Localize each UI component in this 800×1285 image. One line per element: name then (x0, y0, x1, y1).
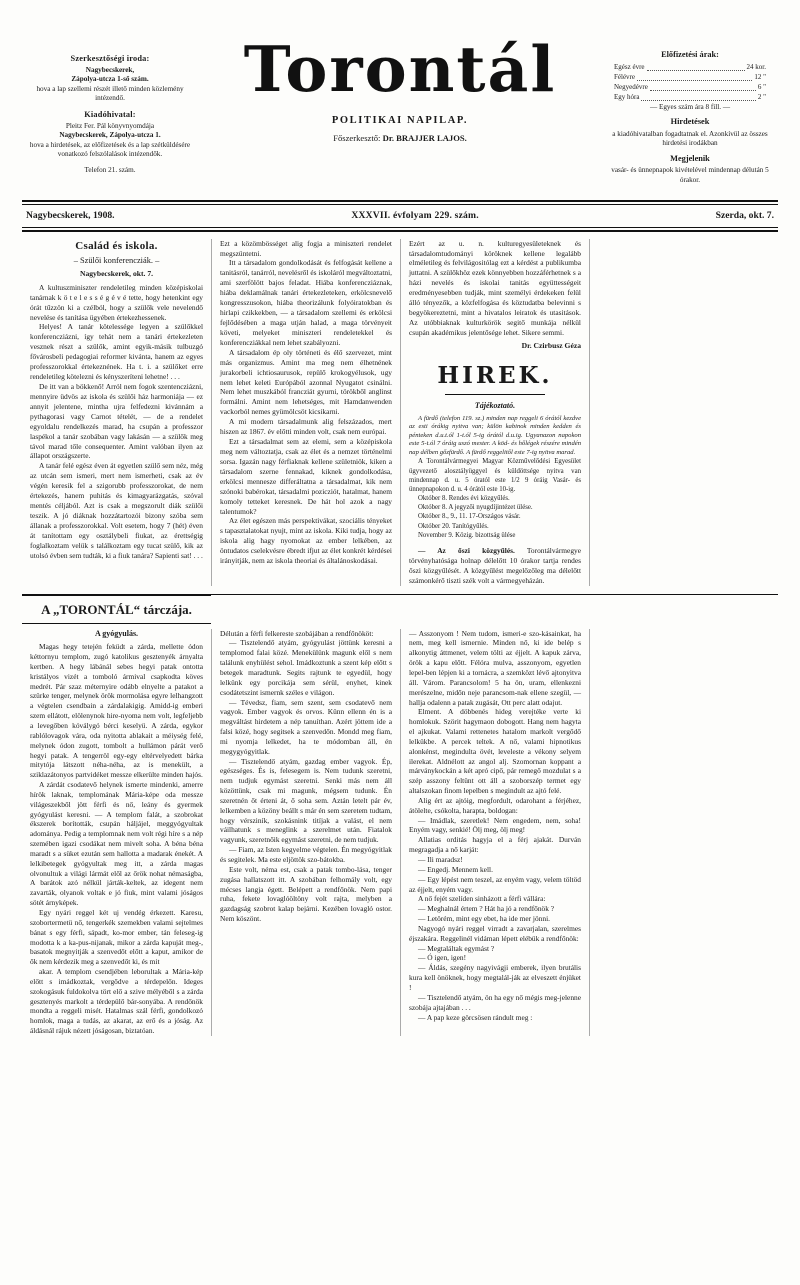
article-subtitle: – Szülői konferencziák. – (73, 256, 160, 266)
appearance-heading: Megjelenik (670, 153, 710, 163)
appearance-text: vasár- és ünnepnapok kivételével mindennap délután 5 órakor. (611, 166, 769, 184)
newspaper-logo: Torontál (243, 32, 557, 106)
masthead (0, 0, 800, 194)
feuilleton-paragraph: Este volt, néma est, csak a patak tombo-lása, tenger zugása hallatszott itt. A szobában felhomály volt, egy mécses langja égett. Belépett a rendfőnök. Nem papi ruha, fekete lovaglóöltöny volt rajta, melyben a gazdagság szobrot kalap bejárni. Kezében lovagló ostor. Nem köszönt. (220, 864, 392, 924)
editor-line (194, 133, 606, 143)
price-dots (637, 73, 752, 81)
hirek-item: Október 8., 9., 11. 17-Országos vásár. (418, 513, 521, 521)
feuilleton-paragraph: Alig ért az ajtóig, megfordult, odarohant a férjéhez, átölelte, csókolta, harapta, boldogan: (409, 795, 581, 815)
issue-volume-number: XXXVII. évfolyam 229. szám. (351, 209, 479, 221)
feuilleton-paragraph: — Egy lépést nem teszel, az enyém vagy, velem töltöd az éjjelt, enyém vagy. (409, 874, 581, 894)
feuilleton-column-4 (589, 629, 778, 1036)
masthead-center (194, 32, 606, 143)
hirek-news-lead: — Az őszi közgyűlés. (418, 545, 515, 555)
main-columns (0, 232, 800, 586)
publisher-note: hova a hirdetések, az előfizetések és a lap szétküldésére vonatkozó felszólalások intézendők. (29, 140, 191, 159)
subscription-heading: Előfizetési árak: (661, 50, 719, 59)
feuilleton-paragraph: — Ó igen, igen! (418, 953, 467, 963)
article-paragraph: A kultuszminiszter rendeletileg minden középiskolai tanárnak k ö t e l e s s é g é v é tette, hogy hetenkint egy órát tűzzön ki a czélból, hogy a szülők vele nevelendő nevelése és tanítása ügyében értekezhessenek. (30, 282, 203, 322)
feuilleton-paragraph: Délután a férfi felkereste szobájában a rendfőnököt: (220, 628, 374, 638)
publisher-name: Pleitz Fer. Pál könyvnyomdája (65, 121, 155, 130)
feuilleton-paragraph: akar. A templom csendjében leborultak a Mária-kép előtt s imádkoztak, vergődve a térdepelőn. Ideges szokogásuk fuldokolva tört elő a szive mélyéből s a zárda gesztenyés markolt a térdepülő bár-sonyába. A rendőnök mondta a reggeli misét. Hatalmas szál férfi, gondolkozó homlok, maga a tudás, az akarat, az erő és a jóság. Az áldásnál rájuk nézett jóságosan, biztatóan. (30, 967, 203, 1036)
feuilleton-paragraph: — Tisztelendő atyám, gyógyulást jöttünk keresni a templomod falai közé. Menekülünk magunk elől s nem találunk enyhülést sehol. Imádkoztunk a szent kép előtt s betegek maradtunk. Segits rajtunk te egyedül, hogy lelkünk egy porcikája sem sérül, enyhet, kinek csodátetszint ismernk széles e világon. (220, 638, 392, 697)
price-row (606, 73, 774, 83)
feuilleton-paragraph: Allatias orditás hagyja el a férj ajakát. Durván megragadja a nő karját: (409, 835, 581, 855)
hirek-intro: A fürdő (telefon 119. sz.) minden nap reggeli 6 órától kezdve az esti órákig nyitva van; külön kabinok minden kedden és pénteken d.u.t.ól 1-t.ól 5-ig órától d.u.ig. Ugyanazon napokon este 5-t.ól 7 óráig uszó mester. A köd- és hőlégek részére mindén nap délben gőzfürdő. A fürdő reggelitől este 7-ig nyitva marad. (409, 414, 581, 456)
issue-bar (0, 205, 800, 226)
feuilleton-column-2 (211, 629, 400, 1036)
article-paragraph: A mi modern társadalmunk alig felszázados, mert hiszen az 1867. év előtti minden volt, csak nem európai. (220, 417, 392, 437)
issuebar-rule-thin (22, 227, 778, 228)
price-dots (647, 63, 745, 71)
feuilleton-paragraph: Elment. A döbbenés hideg verejtéke verte ki homlokuk. Szörit hagymaon dobogott. Hang nem hagyta el ajkukat. Valami rettenetes hatalom markolt vergődő lelkükbe. A percek teltek. A nő, valami hipnotikus alonkénst, megindulta övét, leveleste a vékony selyem ilerekat. Aldnélott az angol alj. Szomornan koppant a márványkockán a két apró cipő, pár remegő mozdulat s a szép asszony feltünt ott áll a szoborszép termet egy altalszokan finom lepelben s megindult az ajtó felé. (409, 707, 581, 796)
price-row (606, 63, 774, 73)
feuilleton-paragraph: — Tévedsz, fiam, sem szent, sem csodatevő nem vagyok. Ember vagyok és orvos. Künn ellenn én is a megváltást hirdetem a nép tanuíthan. Azért jöttem ide a falsi közé, hogy segitsek a szenvedőn. Mondd meg fiam, mi nyomja lelkedet, ha te módomban áll, én megygyógyitlak. (220, 697, 392, 756)
feuilleton-paragraph: — Áldás, szegény nagyivágji emberek, ilyen brutális kura kell önöknek, hogy megtalál-ják az elveszett énjüket ! (409, 963, 581, 992)
feuilleton-paragraph: Nagyogó nyári reggel virradt a zavarjalan, szerelmes éjszakára. Reggelinél vidáman lépett elébük a rendfőnök: (409, 923, 581, 943)
feuilleton-paragraph: — Tisztelendő atyám, ön ha egy nő mégis meg-jelenne szobája ajtajában . . . (409, 992, 581, 1012)
editorial-city: Nagybecskerek, (85, 65, 135, 74)
article-paragraph: Itt a társadalom gondolkodását és felfogását kellene a tanitásról, tanárról, nevelésről és iskoláról megváltoztatni, ami szerfölött bajos feladat. Hiába konferencziáznak, hiába deklamálnak tanári értekezleteken, erkölcsnevelő kongresszusokon, hiába theorizálunk folyóiratokban és hirlapi czikkekben, — a társadalom szellemi és erkölcsi fejlődésében a maga utján halad, a maga törvényeit követi, melyeket miniszteri rendeletekkel és konferencziákkal nem lehet szabályozni. (220, 258, 392, 347)
feuilleton-paragraph: — Asszonyom ! Nem tudom, ismeri-e szo-kásainkat, ha nem, meg kell ismernie. Minden nő, ki ide belép s alkonytig áttmenet, velem tölti az éjjelt. A kapuk zárva, örök a kapu előtt. Félóra mulva, asszonyom, egyetlen lepel-ben lépjen ki a tornácra, a szemközt lévő ajtonyitva áll. Várom. Parancsolom! 5 ha ön, uram, ellenkezni merészelne, midőn neje parancsom-nak ellene szegül, — hallja odalenn a patak zugását, Ott perc alatt odajut. (409, 628, 581, 707)
feuilleton-paragraph: A nő fejét szelíden sinházott a férfi vállára: (418, 894, 546, 904)
article-title: Család és iskola. (75, 239, 158, 252)
article-paragraph: Ezért az u. n. kulturegyesületeknek és társadalomtudományi köröknek kellene legalább elméletileg és felvilágositólag ezt a kérdést a publikumba juttatni. A szülőkhöz ezek könnyebben hozzáférhetnek s a házi nevelés és iskolai tanitás együttességeit eredményesebben tudják, mint személyi érdekeken felül álló tényezők, a közfelfogása és köztudatba belevinni s begyökereztetni, mint a hivatalos leiratok és utasitások. Az utóbbiaknak kulturkörök segitő munkája nélkül csupán akadémikus jelentősége lehet. Sikere semmi. (409, 238, 581, 337)
feuilleton-paragraph: A zárdát csodatevő helynek ismerte mindenki, amerre hírök laknak, templomának Mária-képe oda messze világeszekből jött férfi és nő, leány és gyermek gyógyulást keresni. — A templom falát, a szobrokat ékszerek borították, csupán háljájel, meggyógyultak adománya. Pedig a templomnak nem volt régi híre s a nép szemében igazi csodákat nem mivelt soha. A béna béna maradt s a süket ezután sem hallotta a madarak énekét. A lelkibetegek gyógyultak meg itt, a zárda magas olvonultuk a világi lármát elől az őrök nohat némaságba, A barátok azó nélkül járták-keltek, az idegent nem zavarták, olyanok voltak e jó fiuk, mint valami jóságos sötét árnyképek. (30, 780, 203, 908)
article-paragraph: Helyes! A tanár kötelessége legyen a szülőkkel konferencziázni, így tehát nem a tanári értekezleten vesznek részt a szülők, amint egyik-másik tulbuzgó fővárosbeli pedagogiai reformer kivánta, hanem az egyes professzorokkal értekeznének. Ha t. i. a szülőket erre rendeletileg kötelezni és kényszeríteni lehetne! . . . (30, 322, 203, 382)
price-value: 24 kor. (746, 62, 766, 71)
article-paragraph: A társadalom ép oly történeti és élő szervezet, mint más organizmus. Amint ma meg nem élhetnének jurakorbeli ichtiosaurusok, repülő krokogyélusok, ugy nem lehet keleti Európából azonnal Nyugatot csinálni. Nem lehet muszkából francziát gyurni, törökből anglinst formálni. Amint nem lehetséges, mit Hamdanwenden vackorból nemes gyümölcsöt kicsikarni. (220, 347, 392, 417)
feuilleton (0, 595, 800, 1036)
subscription-price-list (606, 63, 774, 103)
hirek-subtitle: Tájékoztató. (474, 400, 516, 410)
publishing-office-heading: Kiadóhivatal: (84, 109, 136, 119)
feuilleton-paragraph: — A pap keze görcsösen rándult meg : (418, 1012, 533, 1022)
feuilleton-paragraph: — Meghalnál értem ? Hát ha jó a rendfőnök ? (418, 904, 555, 914)
article-paragraph: Ezt a közömbösséget alig fogja a miniszteri rendelet megszüntetni. (220, 238, 392, 258)
hirek-rule (445, 394, 545, 395)
price-dots (641, 93, 755, 101)
masthead-right-info (606, 38, 774, 190)
feuilleton-column-3 (400, 629, 589, 1036)
feuilleton-column-1 (22, 629, 211, 1036)
price-value: 12 " (754, 72, 766, 81)
single-copy-price: — Egyes szám ára 8 fill. — (649, 102, 731, 111)
editorial-office-heading: Szerkesztőségi iroda: (70, 54, 150, 63)
feuilleton-paragraph: — Engedj. Mennem kell. (418, 864, 493, 874)
feuilleton-paragraph: Magas hegy tetején feküdt a zárda, mellette ódon kéttornyu templom, zugó katolikus gesztenyék árnyalta kertben. A hegy lábánál sebes hegyi patak ontotta kristályos vizét a tomboló ármival csapkodta köves medrét. Pár szaz méternyire odább elnyelte a patakot a szürke tenger, melynek örök mormolása egyre lelhangzott a végtelen csendbain a zárdalakigig. Amidd-ig emberi szem ellátott, elölenynok hire-nyoma nem volt, legfeljebb a levegőben kóválygó bérci keselyü. A zárda, egykor rablólovagok vára, oda nyitotta ablakait a méiység felé, melynek ódon zugott, tombolt a hullámon párát verő hegyi patak. A tengerröl egy-egy eltérvelyedett bárka mitytója látszott néha-néha, az is menekült, a sziklazátonyos partvidéket messze elkerülte minden hajós. (30, 642, 203, 780)
hirek-news-text: Torontálvármegye törvényhatósága holnap délelőtt 10 órakor tartja rendes őszi közgyűlését. A közgyűlést megelőzőleg ma délelőtt számonkérő tiszti szék volt a vármegyeházán. (409, 545, 581, 585)
price-row (606, 93, 774, 103)
feuilleton-title: A „TORONTÁL“ tárczája. (22, 595, 211, 624)
column-3 (400, 239, 589, 586)
column-1 (22, 239, 211, 586)
editor-label: Főszerkesztő: (333, 133, 381, 143)
article-paragraph: De itt van a bökkenő! Arról nem fogok szentencziázni, mennyire üdvös az iskola és szülői ház harmoniája — ez annyit jelentene, mintha ujra felfedezni kivánnám a pythagorasi vagy Carnot tételét, — de a rendelet egyoldalu rendelkezés marad, ha csupán a professzor laspékol a tanár szobában vagy lakásán — a szülők meg távol marad tőle consequenter. Amint valóban ilyen az állapot országszerte. (30, 382, 203, 461)
publisher-address: Nagybecskerek, Zápolya-utcza 1. (59, 131, 161, 140)
column-2 (211, 239, 400, 586)
article-paragraph: A tanár felé egész éven át egyetlen szülő sem néz, még az utcán sem ismeri, mert nem ismerheti, csak az év végén keresik fel a szigorubb professzorokat, de nem értekezés, hanem puhitás és kimagyarázgatás, szóval mentés céljából. Azt is csak a megszorult diák szülői teszik. A jó diáknak hozzátartozói bizony szóba sem állanak a professzorokkal. Volt esetem, hogy 7 (hét) éven át tanítottam egy osztálybeli fiukat, az érettségig foglalkoztam velük s találkoztam egy tucat szülő, kik az utolsó évben sem tudták, ki a fiuk tanára? Sapienti sat! . . . (30, 461, 203, 560)
article-signature: Dr. Czirbusz Géza (521, 340, 581, 350)
feuilleton-paragraph: — Letörém, mint egy ebet, ha ide mer jönni. (418, 914, 550, 924)
article-paragraph: Az élet egészen más perspektivákat, szociális tényeket s tapasztalatokat nyujt, mint az iskola. Kiki tudja, hogy az iskola alig hagy nyomokat az ember lelkében, az öntudatos cselekvésre ébredt ifjut az élet konkrét kérdései irányitják, nem az iskola theoriai és általánoskodásai. (220, 516, 392, 566)
column-4 (589, 239, 778, 586)
hirek-section-title: HIREK. (437, 362, 553, 390)
price-dots (650, 83, 756, 91)
hirek-news-item (409, 546, 581, 586)
price-label: Negyedévre (614, 82, 648, 91)
price-value: 6 " (757, 82, 766, 91)
feuilleton-paragraph: — Ili maradsz! (418, 855, 463, 865)
price-value: 2 " (757, 92, 766, 101)
feuilleton-paragraph: — Megtaláltak egymást ? (418, 943, 495, 953)
newspaper-subtitle: POLITIKAI NAPILAP. (331, 115, 469, 126)
feuilleton-paragraph: — Imádlak, szeretlek! Nem engedem, nem, soha! Enyém vagy, senkié! Ölj meg, ölj meg! (409, 815, 581, 835)
issue-place-year: Nagybecskerek, 1908. (26, 209, 115, 221)
feuilleton-paragraph: — Fiam, az Isten kegyelme végtelen. Én megyógyitlak és segitelek. Ma este eljöttök szo-bátokba. (220, 845, 392, 865)
masthead-left-info (26, 38, 194, 181)
editor-name: Dr. BRAJJER LAJOS. (382, 133, 467, 143)
hirek-item: Október 8. A jegyzői nyugdíjintézet ülése. (418, 504, 533, 512)
hirek-item: Október 8. Rendes évi közgyűlés. (418, 495, 510, 503)
hirek-item: November 9. Közig. bizottság ülése (418, 531, 516, 539)
hirek-item: Október 20. Tanítógyűlés. (418, 522, 489, 530)
price-row (606, 83, 774, 93)
telephone-number: Telefon 21. szám. (84, 165, 136, 174)
advertising-text: a kiadóhivatalban fogadtatnak el. Azonkívül az összes hirdetési irodákban (612, 129, 768, 148)
article-paragraph: Ezt a társadalmat sem az elemi, sem a középiskola meg nem változtatja, csak az élet és a nemzet történelmi sorsa. Igazán nagy férfiaknak kellene születniök, kiken a társadalom szerne fennakad, kiknek gondolkodása, erkölcsi mennesze differáltatna a társadalmat, kik nem szónoki babérokat, társadalmi pozicziót, hatalmat, hanem komoly tetteket keresnek. De hát hol azok a nagy talentumok? (220, 437, 392, 516)
feuilleton-columns (22, 624, 778, 1036)
feuilleton-story-title: A gyógyulás. (94, 628, 139, 638)
masthead-rule-thick (22, 200, 778, 202)
editorial-note: hova a lap szellemi részét illető minden közlemény intézendő. (36, 84, 184, 103)
feuilleton-paragraph: — Tisztelendő atyám, gazdag ember vagyok. Ép, egészséges. És is, felesegem is. Nem tudunk szeretni, nem tudjuk egymást szeretni. Senki más nem áll közöttünk, csak mi magunk, mégsem tudunk. Én szeretnén őt érteni át, ő soha sem. Aztán letelt pár év, lelkemben a közöny beállt s már én sem szeretem tudtam, hogy vérsziník, szokásnink titíjak a valást, el nem váilhatunk s meneglink a szerelmet után. Fiatalok vagyunk, szeretnőik egymást szeretni, de nem tudjuk. (220, 756, 392, 845)
article-dateline: Nagybecskerek, okt. 7. (79, 268, 154, 278)
feuilleton-paragraph: Egy nyári reggel két uj vendég érkezett. Karesu, szobortermetü nő, tengerkék szemekben valami sejtelmes bánat s egy férfi, sápadt, ko-mor ember, tán feleseg-ig modotta k a ka-pus-nijanak, mikor a zárda kapuját meg-, basatok megnyitják a szenvedőt előtt a kaput, amikor de ők nem kérdezik meg a szenvedőt ki, és mit (30, 908, 203, 967)
price-label: Félévre (614, 72, 635, 81)
hirek-item: A Torontálvármegyei Magyar Közművelődési Egyesület ügyvezető alosztályüggyel és küldöttsége nyitva van mindennap d. u. 5 óratól este 1/2 9 óráig Vasár- és ünnepnapokon d. u. 4 órától este 10-ig. (409, 458, 581, 493)
price-label: Egy hóra (614, 92, 640, 101)
issue-date: Szerda, okt. 7. (715, 209, 774, 221)
price-label: Egész évre (614, 62, 645, 71)
editorial-street: Zápolya-utcza 1-ső szám. (71, 75, 149, 84)
advertising-heading: Hirdetések (670, 117, 710, 127)
